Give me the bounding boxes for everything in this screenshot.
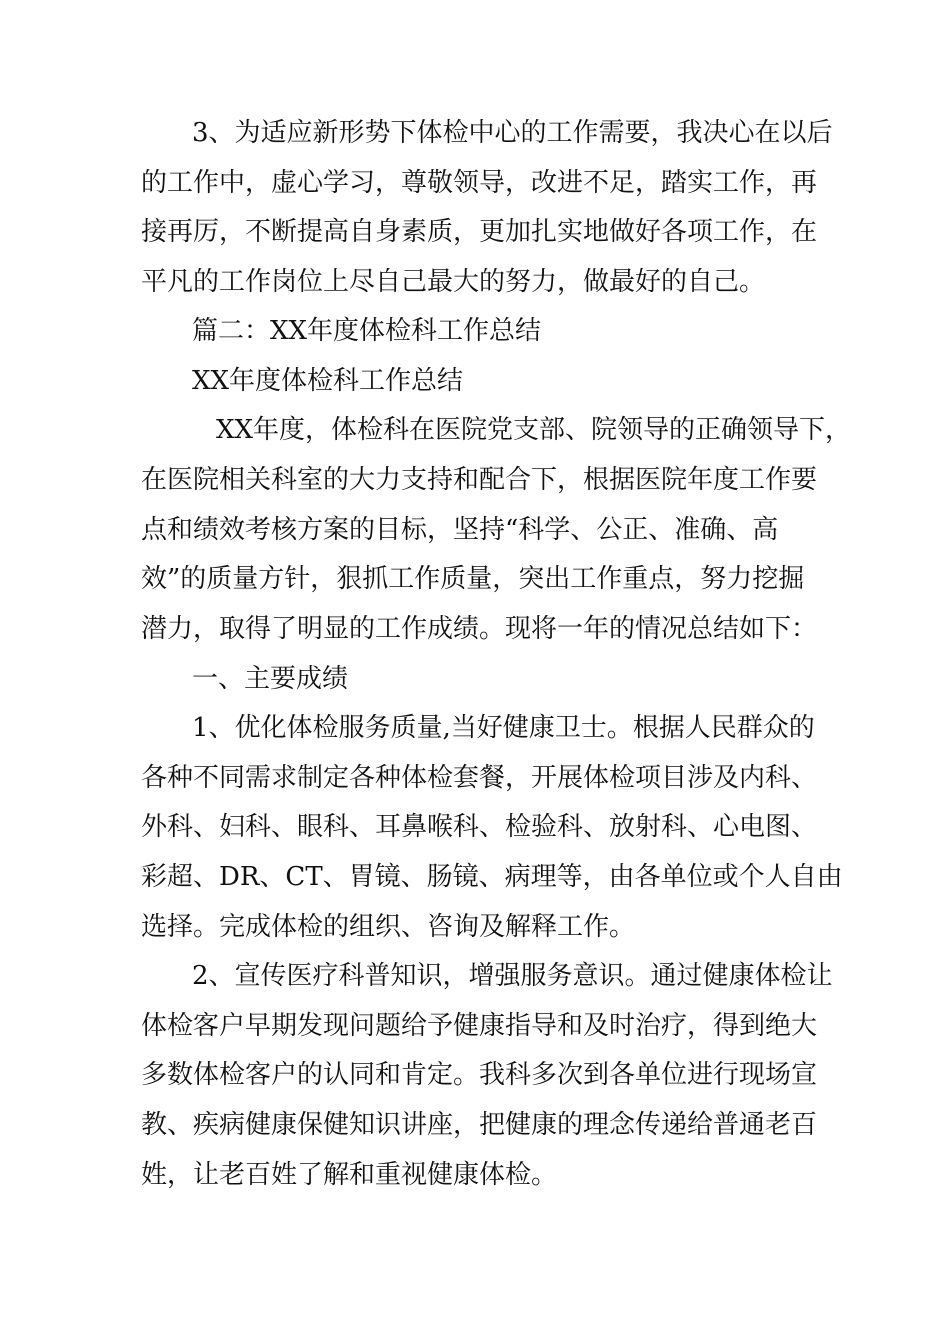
item-2-line-1: 2、宣传医疗科普知识，增强服务意识。通过健康体检让 (192, 961, 833, 991)
intro-line-4: 效”的质量方针，狠抓工作质量，突出工作重点，努力挖掘 (141, 564, 805, 594)
item-2-line-2: 体检客户早期发现问题给予健康指导和及时治疗，得到绝大 (141, 1011, 818, 1041)
section-heading: 篇二：XX年度体检科工作总结 (192, 316, 542, 346)
item-2-line-5: 姓，让老百姓了解和重视健康体检。 (141, 1160, 558, 1190)
intro-line-5: 潜力，取得了明显的工作成绩。现将一年的情况总结如下： (141, 614, 818, 644)
paragraph-3-line-4: 平凡的工作岗位上尽自己最大的努力，做最好的自己。 (141, 267, 766, 297)
intro-line-3: 点和绩效考核方案的目标，坚持“科学、公正、准确、高 (141, 515, 779, 545)
paragraph-3-line-1: 3、为适应新形势下体检中心的工作需要，我决心在以后 (192, 118, 833, 148)
paragraph-3-line-3: 接再厉，不断提高自身素质，更加扎实地做好各项工作，在 (141, 217, 818, 247)
item-1-line-1: 1、优化体检服务质量,当好健康卫士。根据人民群众的 (192, 713, 815, 743)
intro-line-2: 在医院相关科室的大力支持和配合下，根据医院年度工作要 (141, 465, 818, 495)
item-2-line-3: 多数体检客户的认同和肯定。我科多次到各单位进行现场宣 (141, 1060, 818, 1090)
item-1-line-5: 选择。完成体检的组织、咨询及解释工作。 (141, 912, 636, 942)
intro-line-1: XX年度，体检科在医院党支部、院领导的正确领导下， (216, 415, 852, 445)
document-title: XX年度体检科工作总结 (192, 366, 464, 396)
item-1-line-2: 各种不同需求制定各种体检套餐，开展体检项目涉及内科、 (141, 763, 818, 793)
paragraph-3-line-2: 的工作中，虚心学习，尊敬领导，改进不足，踏实工作，再 (141, 168, 818, 198)
main-achievements-heading: 一、主要成绩 (192, 664, 349, 694)
item-1-line-4: 彩超、DR、CT、胃镜、肠镜、病理等，由各单位或个人自由 (141, 862, 843, 892)
item-1-line-3: 外科、妇科、眼科、耳鼻喉科、检验科、放射科、心电图、 (141, 812, 818, 842)
item-2-line-4: 教、疾病健康保健知识讲座，把健康的理念传递给普通老百 (141, 1110, 818, 1140)
